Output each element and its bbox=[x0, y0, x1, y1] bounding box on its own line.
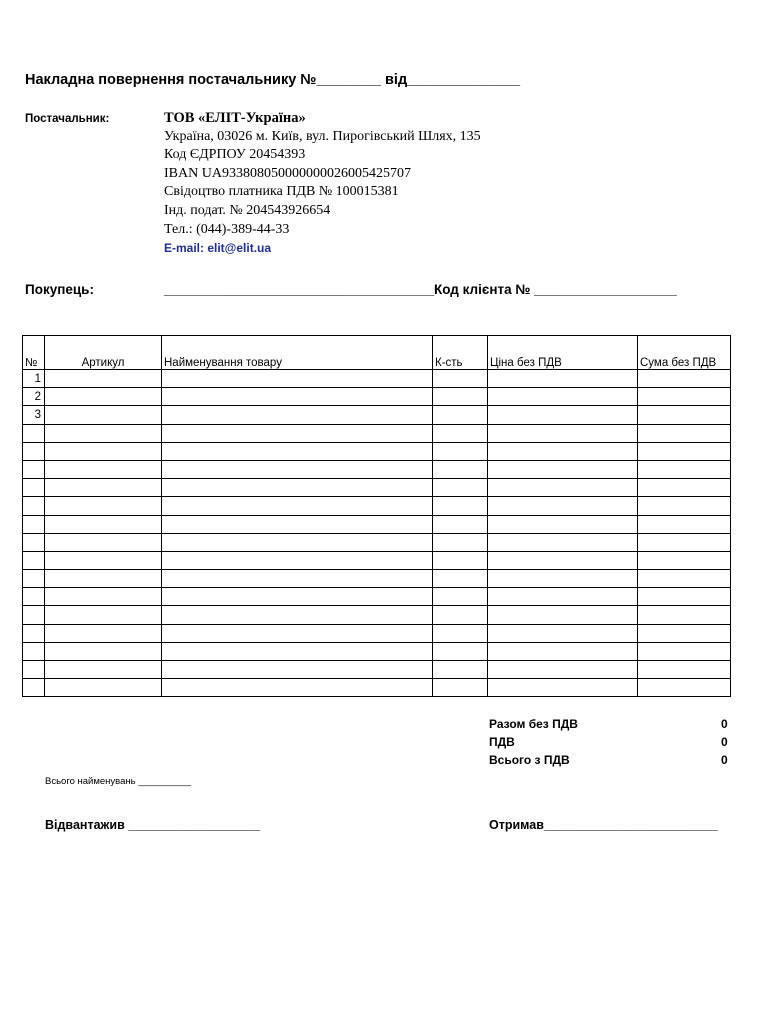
row-cell bbox=[638, 406, 731, 424]
row-cell bbox=[638, 642, 731, 660]
row-number-cell bbox=[23, 570, 45, 588]
row-cell bbox=[488, 588, 638, 606]
table-row bbox=[23, 479, 731, 497]
row-cell bbox=[638, 551, 731, 569]
row-cell bbox=[488, 442, 638, 460]
row-number-cell bbox=[23, 679, 45, 697]
row-cell bbox=[45, 515, 162, 533]
table-row bbox=[23, 497, 731, 515]
row-cell bbox=[433, 424, 488, 442]
row-cell bbox=[488, 642, 638, 660]
row-cell bbox=[45, 679, 162, 697]
row-cell bbox=[638, 679, 731, 697]
row-number-cell bbox=[23, 624, 45, 642]
row-number-cell bbox=[23, 497, 45, 515]
row-number-cell bbox=[23, 424, 45, 442]
table-spacer-row bbox=[23, 336, 731, 353]
row-cell bbox=[488, 479, 638, 497]
row-cell bbox=[433, 551, 488, 569]
row-number-cell bbox=[23, 588, 45, 606]
row-cell bbox=[162, 642, 433, 660]
row-cell bbox=[433, 570, 488, 588]
row-number-cell: 2 bbox=[23, 388, 45, 406]
table-row bbox=[23, 551, 731, 569]
row-cell bbox=[45, 661, 162, 679]
supplier-phone: Тел.: (044)-389-44-33 bbox=[164, 221, 290, 237]
row-cell bbox=[638, 370, 731, 388]
row-cell bbox=[162, 497, 433, 515]
row-cell bbox=[433, 515, 488, 533]
header-article: Артикул bbox=[45, 352, 162, 370]
row-cell bbox=[162, 570, 433, 588]
row-cell bbox=[162, 588, 433, 606]
row-cell bbox=[433, 661, 488, 679]
row-cell bbox=[433, 406, 488, 424]
table-row bbox=[23, 388, 731, 406]
row-cell bbox=[162, 424, 433, 442]
supplier-address: Україна, 03026 м. Київ, вул. Пирогівський Шлях, 135 bbox=[164, 128, 481, 144]
row-cell bbox=[433, 460, 488, 478]
row-cell bbox=[162, 551, 433, 569]
net-total-value: 0 bbox=[721, 717, 728, 731]
buyer-line: ____________________________________ bbox=[164, 282, 435, 297]
vat-label: ПДВ bbox=[489, 735, 515, 749]
row-cell bbox=[433, 624, 488, 642]
header-qty: К-сть bbox=[433, 352, 488, 370]
row-cell bbox=[638, 497, 731, 515]
table-row bbox=[23, 606, 731, 624]
row-cell bbox=[162, 460, 433, 478]
supplier-email-link[interactable]: E-mail: elit@elit.ua bbox=[164, 241, 272, 256]
row-cell bbox=[488, 570, 638, 588]
row-cell bbox=[45, 406, 162, 424]
row-cell bbox=[162, 533, 433, 551]
row-cell bbox=[45, 479, 162, 497]
row-cell bbox=[488, 606, 638, 624]
net-total-label: Разом без ПДВ bbox=[489, 717, 578, 731]
row-cell bbox=[488, 679, 638, 697]
row-cell bbox=[45, 460, 162, 478]
row-cell bbox=[638, 442, 731, 460]
vat-value: 0 bbox=[721, 735, 728, 749]
row-cell bbox=[488, 515, 638, 533]
row-cell bbox=[433, 442, 488, 460]
table-row bbox=[23, 442, 731, 460]
row-cell bbox=[433, 497, 488, 515]
row-cell bbox=[488, 624, 638, 642]
row-cell bbox=[433, 388, 488, 406]
supplier-details bbox=[164, 109, 481, 258]
row-cell bbox=[162, 679, 433, 697]
row-number-cell bbox=[23, 442, 45, 460]
table-row bbox=[23, 679, 731, 697]
table-row bbox=[23, 460, 731, 478]
row-cell bbox=[162, 479, 433, 497]
header-num: № bbox=[23, 352, 45, 370]
row-cell bbox=[162, 388, 433, 406]
grand-total-value: 0 bbox=[721, 753, 728, 767]
table-row bbox=[23, 661, 731, 679]
supplier-label: Постачальник: bbox=[25, 113, 110, 125]
row-cell bbox=[638, 479, 731, 497]
row-cell bbox=[638, 588, 731, 606]
row-cell bbox=[638, 388, 731, 406]
items-table bbox=[22, 335, 731, 697]
row-number-cell bbox=[23, 515, 45, 533]
grand-total-label: Всього з ПДВ bbox=[489, 753, 570, 767]
row-cell bbox=[488, 370, 638, 388]
table-row bbox=[23, 406, 731, 424]
row-cell bbox=[45, 424, 162, 442]
row-number-cell bbox=[23, 642, 45, 660]
row-cell bbox=[45, 588, 162, 606]
supplier-company: ТОВ «ЕЛІТ-Україна» bbox=[164, 110, 306, 126]
row-cell bbox=[433, 479, 488, 497]
row-cell bbox=[488, 460, 638, 478]
table-row bbox=[23, 533, 731, 551]
row-cell bbox=[488, 661, 638, 679]
row-cell bbox=[433, 370, 488, 388]
row-cell bbox=[162, 606, 433, 624]
row-cell bbox=[638, 533, 731, 551]
header-name: Найменування товару bbox=[162, 352, 433, 370]
header-price: Ціна без ПДВ bbox=[488, 352, 638, 370]
row-cell bbox=[45, 642, 162, 660]
row-cell bbox=[638, 624, 731, 642]
row-cell bbox=[162, 515, 433, 533]
row-number-cell bbox=[23, 606, 45, 624]
row-cell bbox=[488, 424, 638, 442]
row-cell bbox=[638, 570, 731, 588]
shipped-by-signature: Відвантажив ___________________ bbox=[45, 818, 261, 832]
table-row bbox=[23, 515, 731, 533]
table-row bbox=[23, 624, 731, 642]
table-row bbox=[23, 570, 731, 588]
row-cell bbox=[162, 624, 433, 642]
row-cell bbox=[488, 406, 638, 424]
row-cell bbox=[433, 642, 488, 660]
row-cell bbox=[638, 424, 731, 442]
row-number-cell bbox=[23, 479, 45, 497]
row-cell bbox=[162, 442, 433, 460]
row-cell bbox=[162, 406, 433, 424]
row-number-cell bbox=[23, 661, 45, 679]
row-cell bbox=[638, 606, 731, 624]
row-cell bbox=[433, 588, 488, 606]
row-cell bbox=[45, 551, 162, 569]
row-cell bbox=[45, 606, 162, 624]
row-cell bbox=[45, 533, 162, 551]
supplier-iban: IBAN UA933808050000000026005425707 bbox=[164, 165, 411, 181]
row-cell bbox=[433, 679, 488, 697]
buyer-label: Покупець: bbox=[25, 282, 94, 297]
client-code: Код клієнта № ___________________ bbox=[434, 282, 677, 297]
row-number-cell bbox=[23, 533, 45, 551]
row-cell bbox=[162, 661, 433, 679]
row-number-cell: 3 bbox=[23, 406, 45, 424]
row-number-cell bbox=[23, 551, 45, 569]
row-cell bbox=[433, 606, 488, 624]
table-row bbox=[23, 642, 731, 660]
row-cell bbox=[488, 497, 638, 515]
row-cell bbox=[638, 661, 731, 679]
row-cell bbox=[638, 460, 731, 478]
row-number-cell bbox=[23, 460, 45, 478]
row-cell bbox=[45, 442, 162, 460]
row-cell bbox=[45, 370, 162, 388]
received-by-signature: Отримав_________________________ bbox=[489, 818, 718, 832]
supplier-vat-cert: Свідоцтво платника ПДВ № 100015381 bbox=[164, 184, 399, 200]
document-title: Накладна повернення постачальнику №________ від______________ bbox=[25, 72, 521, 88]
row-number-cell: 1 bbox=[23, 370, 45, 388]
row-cell bbox=[45, 570, 162, 588]
supplier-tax-no: Інд. подат. № 204543926654 bbox=[164, 202, 331, 218]
row-cell bbox=[488, 551, 638, 569]
row-cell bbox=[45, 388, 162, 406]
table-row bbox=[23, 424, 731, 442]
row-cell bbox=[433, 533, 488, 551]
row-cell bbox=[638, 515, 731, 533]
row-cell bbox=[45, 497, 162, 515]
header-sum: Сума без ПДВ bbox=[638, 352, 731, 370]
row-cell bbox=[162, 370, 433, 388]
row-cell bbox=[45, 624, 162, 642]
items-count-note: Всього найменувань __________ bbox=[45, 776, 192, 787]
table-row bbox=[23, 370, 731, 388]
table-row bbox=[23, 588, 731, 606]
table-header-row bbox=[23, 352, 731, 370]
supplier-edrpou: Код ЄДРПОУ 20454393 bbox=[164, 147, 306, 163]
row-cell bbox=[488, 533, 638, 551]
row-cell bbox=[488, 388, 638, 406]
